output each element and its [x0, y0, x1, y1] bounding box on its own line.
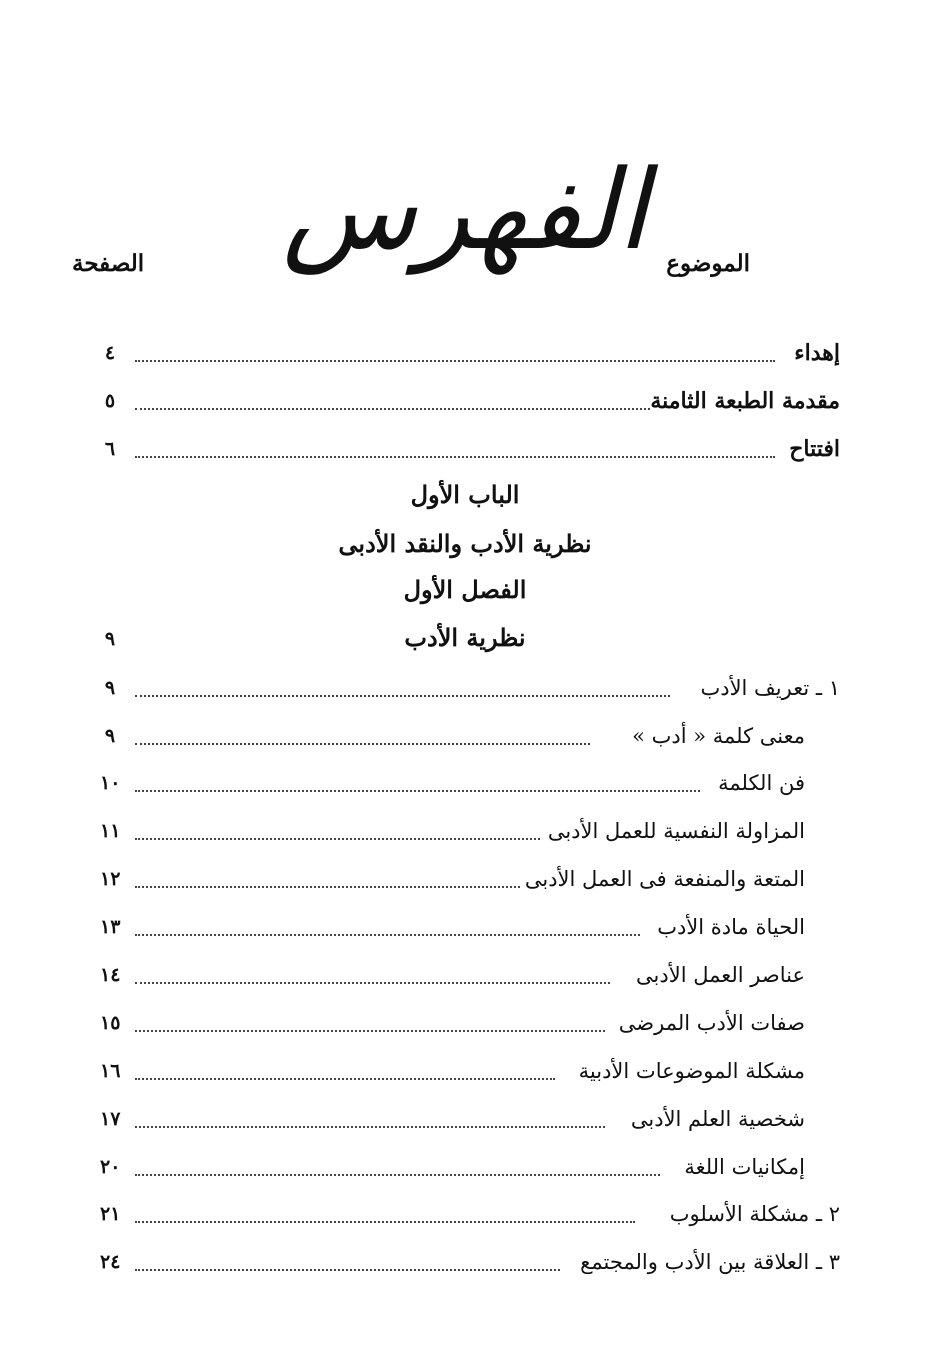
- toc-entry-page: ١٢: [100, 868, 121, 890]
- toc-entry-page: ١٣: [100, 916, 121, 938]
- part-heading: الباب الأول: [410, 480, 520, 509]
- toc-entry-page: ١٤: [100, 964, 121, 986]
- leader-dots: [135, 982, 610, 984]
- toc-entry-page: ١٦: [100, 1060, 121, 1082]
- toc-entry-page: ١٠: [100, 772, 121, 794]
- toc-entry-label: ٢ ـ مشكلة الأسلوب: [669, 1202, 840, 1226]
- part-title: نظرية الأدب والنقد الأدبى: [338, 529, 592, 558]
- chapter-title: نظرية الأدب: [404, 623, 526, 652]
- topic-column-header: الموضوع: [666, 250, 750, 277]
- toc-entry-page: ١١: [100, 820, 121, 842]
- toc-entry-label: ١ ـ تعريف الأدب: [700, 676, 840, 700]
- toc-entry-page: ٩: [104, 725, 116, 747]
- toc-entry[interactable]: [100, 910, 840, 944]
- toc-entry[interactable]: [100, 1150, 840, 1184]
- toc-entry[interactable]: [100, 958, 840, 992]
- toc-entry-page: ٥: [104, 390, 116, 412]
- toc-entry[interactable]: [100, 814, 840, 848]
- leader-dots: [135, 360, 775, 362]
- toc-entry[interactable]: [100, 1102, 840, 1136]
- leader-dots: [135, 1221, 635, 1223]
- toc-entry-label: مشكلة الموضوعات الأدبية: [578, 1059, 805, 1083]
- toc-entry[interactable]: [100, 1054, 840, 1088]
- toc-entry-page: ٢٤: [100, 1251, 121, 1273]
- toc-entry[interactable]: [100, 671, 840, 705]
- toc-entry-page: ١٧: [100, 1108, 121, 1130]
- chapter-heading: الفصل الأول: [403, 575, 527, 604]
- leader-dots: [135, 790, 700, 792]
- toc-entry-label: مقدمة الطبعة الثامنة: [650, 388, 840, 414]
- page-column-header: الصفحة: [72, 250, 145, 277]
- toc-entry-label: معنى كلمة « أدب »: [632, 724, 805, 748]
- leader-dots: [135, 456, 775, 458]
- leader-dots: [135, 1269, 560, 1271]
- toc-entry-label: عناصر العمل الأدبى: [636, 963, 805, 987]
- toc-entry[interactable]: [100, 766, 840, 800]
- toc-entry-label: إمكانيات اللغة: [684, 1155, 805, 1179]
- leader-dots: [135, 886, 520, 888]
- toc-entry-label: صفات الأدب المرضى: [618, 1011, 805, 1035]
- toc-entry[interactable]: [100, 432, 840, 466]
- leader-dots: [135, 1078, 555, 1080]
- leader-dots: [135, 934, 640, 936]
- leader-dots: [135, 695, 670, 697]
- toc-entry[interactable]: [100, 1197, 840, 1231]
- leader-dots: [135, 1030, 605, 1032]
- leader-dots: [135, 1126, 605, 1128]
- toc-entry-label: شخصية العلم الأدبى: [630, 1107, 805, 1131]
- toc-entry[interactable]: [100, 862, 840, 896]
- toc-entry-label: الحياة مادة الأدب: [657, 915, 805, 939]
- toc-entry-page: ٢٠: [100, 1156, 121, 1178]
- toc-entry-page: ٢١: [100, 1203, 121, 1225]
- leader-dots: [135, 838, 540, 840]
- toc-entry-label: فن الكلمة: [718, 771, 805, 795]
- toc-entry-label: المتعة والمنفعة فى العمل الأدبى: [524, 867, 805, 891]
- toc-entry[interactable]: [100, 719, 840, 753]
- toc-entry[interactable]: [100, 336, 840, 370]
- toc-entry-label: ٣ ـ العلاقة بين الأدب والمجتمع: [580, 1250, 840, 1274]
- toc-entry-page: ٦: [104, 438, 116, 460]
- leader-dots: [135, 1174, 660, 1176]
- leader-dots: [135, 743, 590, 745]
- chapter-page: ٩: [104, 628, 116, 650]
- toc-entry-label: إهداء: [794, 340, 840, 366]
- toc-entry-page: ٤: [104, 342, 116, 364]
- toc-entry[interactable]: [100, 384, 840, 418]
- toc-entry-label: المزاولة النفسية للعمل الأدبى: [547, 819, 805, 843]
- toc-entry-label: افتتاح: [789, 436, 840, 462]
- toc-entry[interactable]: [100, 1245, 840, 1279]
- toc-entry[interactable]: [100, 1006, 840, 1040]
- toc-entry-page: ٩: [104, 677, 116, 699]
- page-title: الفهرس: [282, 146, 648, 274]
- toc-entry-page: ١٥: [100, 1012, 121, 1034]
- leader-dots: [135, 408, 650, 410]
